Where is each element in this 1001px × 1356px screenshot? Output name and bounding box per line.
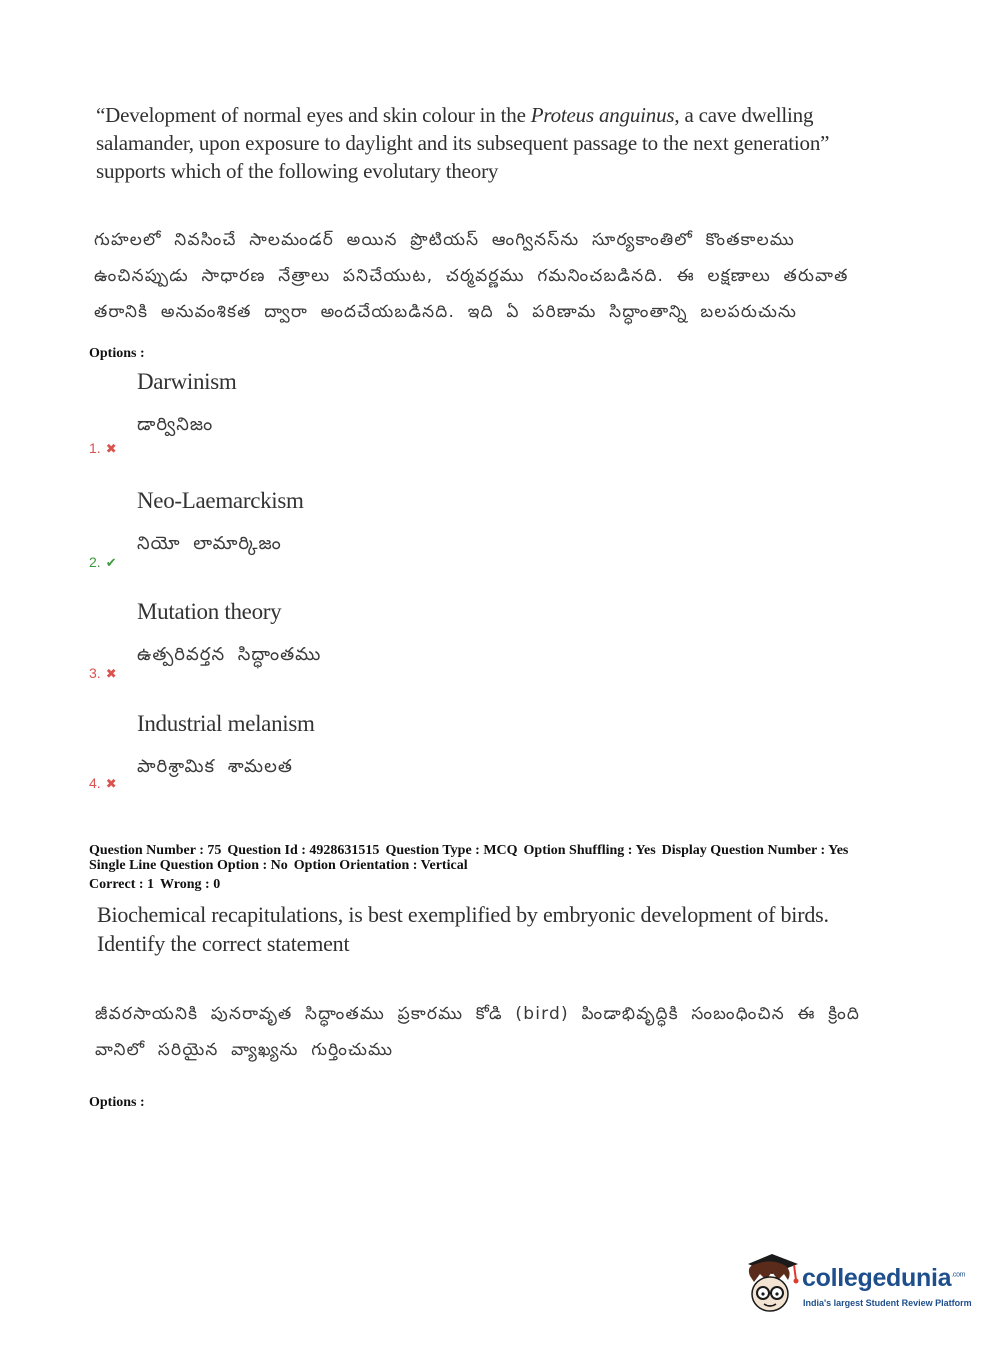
- meta-field: Question Id : 4928631515: [227, 843, 380, 858]
- option-1-english: Darwinism: [137, 369, 237, 394]
- meta-field: Question Number : 75: [89, 843, 222, 858]
- meta-field: Option Orientation : Vertical: [293, 858, 468, 873]
- options-label: Options :: [89, 1095, 145, 1110]
- meta-field: Wrong : 0: [160, 877, 221, 892]
- options-label: Options :: [89, 346, 145, 361]
- collegedunia-logo: [742, 1250, 972, 1316]
- option-2-english: Neo-Laemarckism: [137, 488, 304, 513]
- question-text-part: “Development of normal eyes and skin colour in the: [96, 103, 531, 127]
- option-3-telugu: ఉత్పరివర్తన సిద్ధాంతము: [137, 644, 322, 665]
- meta-field: Question Type : MCQ: [385, 843, 518, 858]
- option-1-telugu: డార్వినిజం: [137, 414, 214, 435]
- question-text-english: [96, 101, 896, 185]
- option-4-english: Industrial melanism: [137, 711, 315, 736]
- question-meta-line-3: [89, 877, 226, 892]
- option-2-marker: [89, 554, 117, 571]
- question-text-part: , a cave dwelling salamander, upon exposure to daylight and its subsequent passage to the next generation” supports which of the following evolutary theory: [96, 103, 830, 183]
- cross-icon: ✖: [105, 441, 117, 456]
- question-meta-line-2: [89, 858, 474, 873]
- check-icon: ✔: [105, 555, 117, 570]
- logo-tagline: India's largest Student Review Platform: [803, 1298, 972, 1308]
- meta-field: Single Line Question Option : No: [89, 858, 288, 873]
- option-4-marker: [89, 775, 117, 792]
- logo-wordmark: [802, 1264, 965, 1293]
- question-75-text-telugu: జీవరసాయనికి పునరావృత సిద్ధాంతము ప్రకారము కోడి (bird) పిండాభివృద్ధికి సంబంధించిన ఈ క్రింది వానిలో సరియైన వ్యాఖ్యను గుర్తించుము: [95, 1004, 861, 1060]
- option-number: 2.: [89, 554, 101, 570]
- mascot-icon: [742, 1250, 802, 1314]
- option-4-telugu: పారిశ్రామిక శామలత: [137, 756, 293, 777]
- option-number: 3.: [89, 665, 101, 681]
- cross-icon: ✖: [105, 666, 117, 681]
- meta-field: Option Shuffling : Yes: [523, 843, 656, 858]
- option-2-telugu: నియో లామార్కిజం: [137, 533, 282, 554]
- species-name: Proteus anguinus: [530, 103, 675, 127]
- option-number: 1.: [89, 440, 101, 456]
- question-meta-line-1: [89, 843, 854, 858]
- meta-field: Correct : 1: [89, 877, 155, 892]
- logo-suffix: .com: [951, 1271, 966, 1279]
- question-75-text-english: Biochemical recapitulations, is best exemplified by embryonic development of birds. Identify the correct statement: [97, 902, 829, 956]
- option-1-marker: [89, 440, 117, 457]
- option-number: 4.: [89, 775, 101, 791]
- cross-icon: ✖: [105, 776, 117, 791]
- option-3-english: Mutation theory: [137, 599, 282, 624]
- question-text-telugu: గుహలలో నివసించే సాలమండర్ అయిన ప్రొటియస్ ఆంగ్వినస్‌ను సూర్యకాంతిలో కొంతకాలము ఉంచినప్పుడు సాధారణ నేత్రాలు పనిచేయుట, చర్మవర్ణము గమనించబడినది. ఈ లక్షణాలు తరువాత తరానికి అనువంశికత ద్వారా అందచేయబడినది. ఇది ఏ పరిణామ సిద్ధాంతాన్ని బలపరుచును: [94, 230, 849, 322]
- option-3-marker: [89, 665, 117, 682]
- logo-wordmark-text: collegedunia: [802, 1264, 952, 1292]
- meta-field: Display Question Number : Yes: [661, 843, 849, 858]
